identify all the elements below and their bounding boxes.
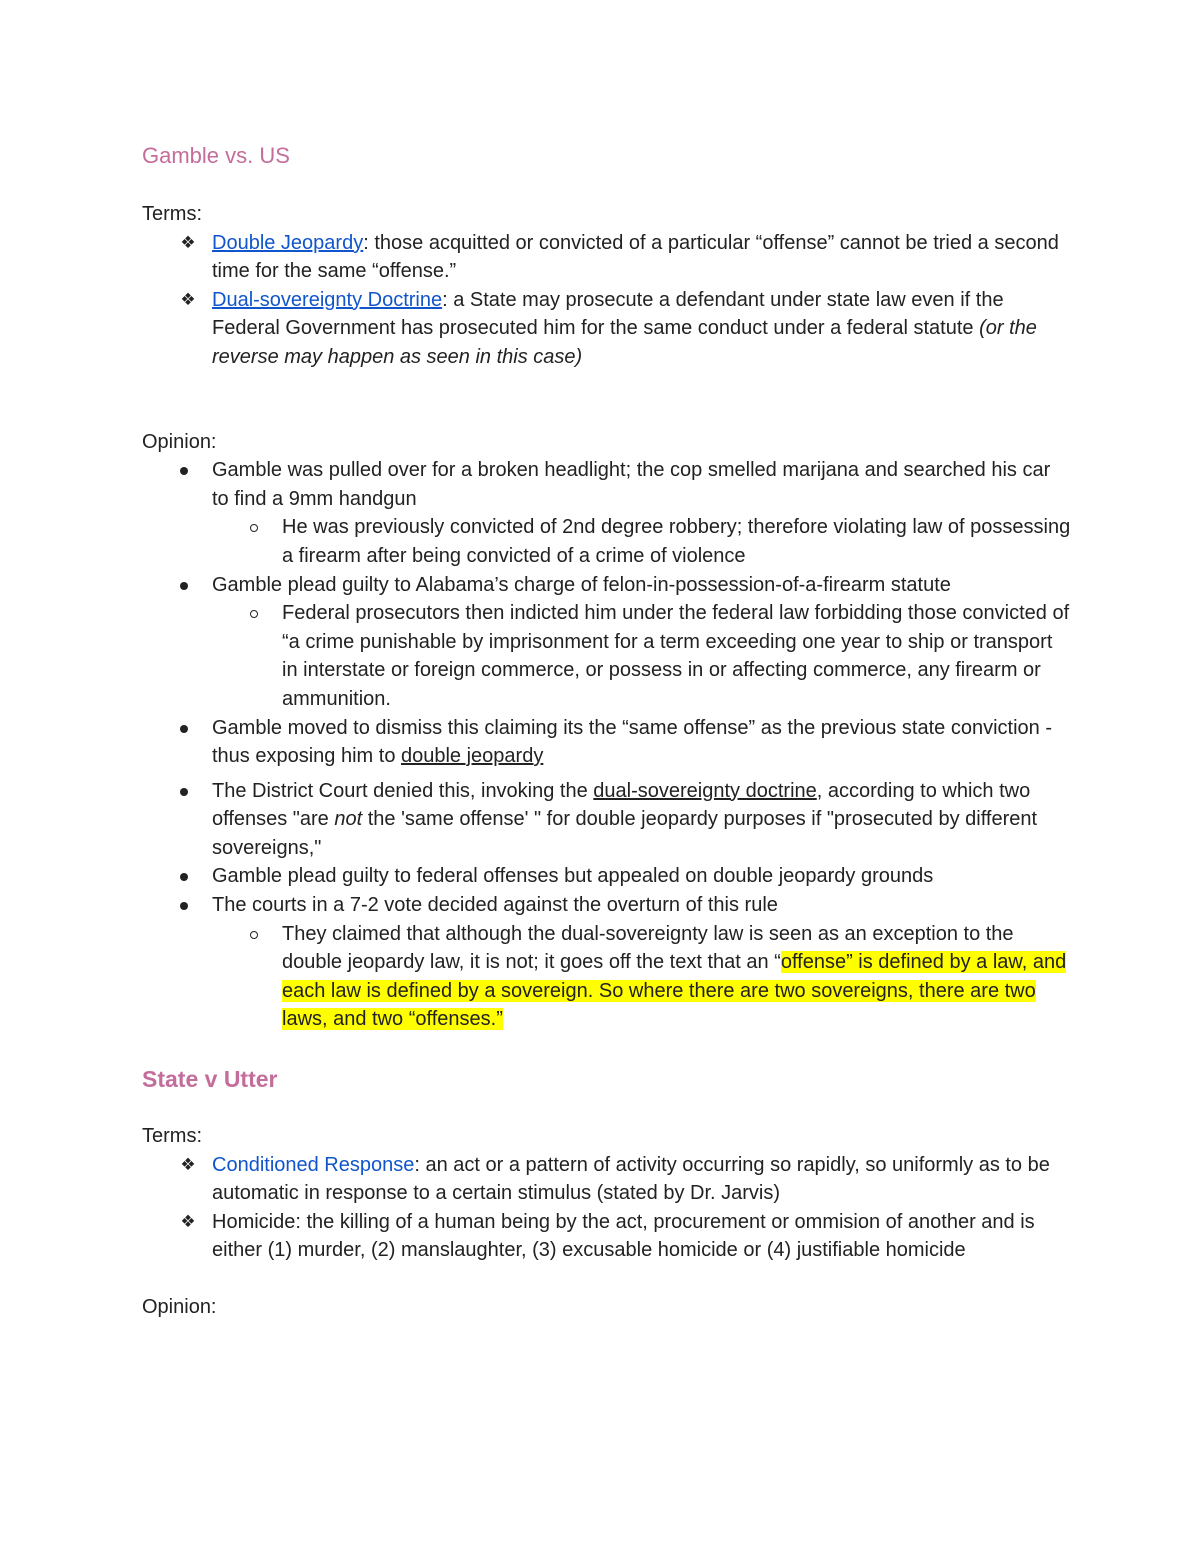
terms-label: Terms:: [142, 203, 202, 225]
list-item: [142, 714, 1072, 771]
diamond-bullet-icon: ❖: [180, 232, 196, 253]
list-item: [142, 599, 1072, 713]
opinion-text: Federal prosecutors then indicted him under the federal law forbidding those convicted of “a crime punishable by imprisonment for a term exceeding one year to ship or transport in interstate or foreign commerce, or possess in or affecting commerce, any firearm or ammunition.: [282, 602, 1070, 710]
opinion-label: Opinion:: [142, 1296, 217, 1318]
opinion-list: [142, 456, 1072, 1034]
opinion-text: Gamble plead guilty to Alabama’s charge of felon-in-possession-of-a-firearm statute: [212, 573, 951, 596]
bullet-icon: [180, 725, 188, 733]
sub-bullet-icon: [250, 524, 258, 532]
list-item: [142, 571, 1072, 600]
list-item: [142, 286, 1072, 372]
underlined-term: double jeopardy: [401, 745, 544, 768]
sub-bullet-icon: [250, 931, 258, 939]
opinion-label: Opinion:: [142, 430, 217, 453]
diamond-bullet-icon: ❖: [180, 289, 196, 310]
term-definition: : an act or a pattern of activity occurring so rapidly, so uniformly as to be automatic in response to a certain stimulus (stated by Dr. Jarvis): [212, 1153, 1050, 1205]
opinion-text: The District Court denied this, invoking the: [212, 779, 594, 802]
term-note: (or the reverse may happen as seen in this case): [212, 317, 1037, 368]
term-definition: : a State may prosecute a defendant under state law even if the Federal Government has prosecuted him for the same conduct under a federal statute: [212, 288, 1004, 340]
list-item: [142, 920, 1072, 1034]
list-item: [142, 862, 1072, 891]
opinion-text: Gamble plead guilty to federal offenses but appealed on double jeopardy grounds: [212, 865, 934, 888]
list-item: [142, 1208, 1072, 1265]
list-item: [142, 1151, 1072, 1208]
term-definition: : those acquitted or convicted of a particular “offense” cannot be tried a second time for the same “offense.”: [212, 231, 1059, 283]
list-item: [142, 229, 1072, 286]
underlined-term: dual-sovereignty doctrine: [593, 779, 817, 802]
sub-bullet-icon: [250, 610, 258, 618]
case-title: Gamble vs. US: [142, 143, 290, 168]
opinion-text: , according to which two offenses "are: [212, 779, 1031, 831]
opinion-text: The courts in a 7-2 vote decided against the overturn of this rule: [212, 894, 778, 917]
diamond-bullet-icon: ❖: [180, 1211, 196, 1232]
diamond-bullet-icon: ❖: [180, 1154, 196, 1175]
opinion-text: Gamble moved to dismiss this claiming its the “same offense” as the previous state conviction - thus exposing him to: [212, 716, 1052, 768]
bullet-icon: [180, 902, 188, 910]
terms-label: Terms:: [142, 1125, 202, 1148]
terms-list: [142, 1151, 1072, 1265]
term-definition: Homicide: the killing of a human being by the act, procurement or ommision of another and is either (1) murder, (2) manslaughter, (3) excusable homicide or (4) justifiable homicide: [212, 1210, 1035, 1262]
term-link[interactable]: Double Jeopardy: [212, 231, 364, 254]
opinion-text: the 'same offense' " for double jeopardy purposes if "prosecuted by different sovereigns,": [212, 808, 1038, 859]
opinion-text: Gamble was pulled over for a broken headlight; the cop smelled marijana and searched his car to find a 9mm handgun: [212, 459, 1051, 510]
emphasis-text: not: [334, 808, 363, 831]
document-page: [142, 140, 1072, 1322]
term-link[interactable]: Dual-sovereignty Doctrine: [212, 288, 443, 311]
term-label: Conditioned Response: [212, 1153, 415, 1176]
list-item: [142, 891, 1072, 920]
highlighted-text: offense” is defined by a law, and each law is defined by a sovereign. So where there are two sovereigns, there are two laws, and two “offenses.”: [282, 951, 1067, 1031]
bullet-icon: [180, 788, 188, 796]
list-item: [142, 777, 1072, 863]
opinion-text: They claimed that although the dual-sovereignty law is seen as an exception to the double jeopardy law, it is not; it goes off the text that an “: [282, 922, 1014, 974]
opinion-text: He was previously convicted of 2nd degree robbery; therefore violating law of possessing a firearm after being convicted of a crime of violence: [282, 516, 1071, 567]
list-item: [142, 513, 1072, 570]
case-title: State v Utter: [142, 1066, 278, 1093]
terms-list: [142, 229, 1072, 372]
bullet-icon: [180, 467, 188, 475]
list-item: [142, 456, 1072, 513]
bullet-icon: [180, 873, 188, 881]
bullet-icon: [180, 582, 188, 590]
